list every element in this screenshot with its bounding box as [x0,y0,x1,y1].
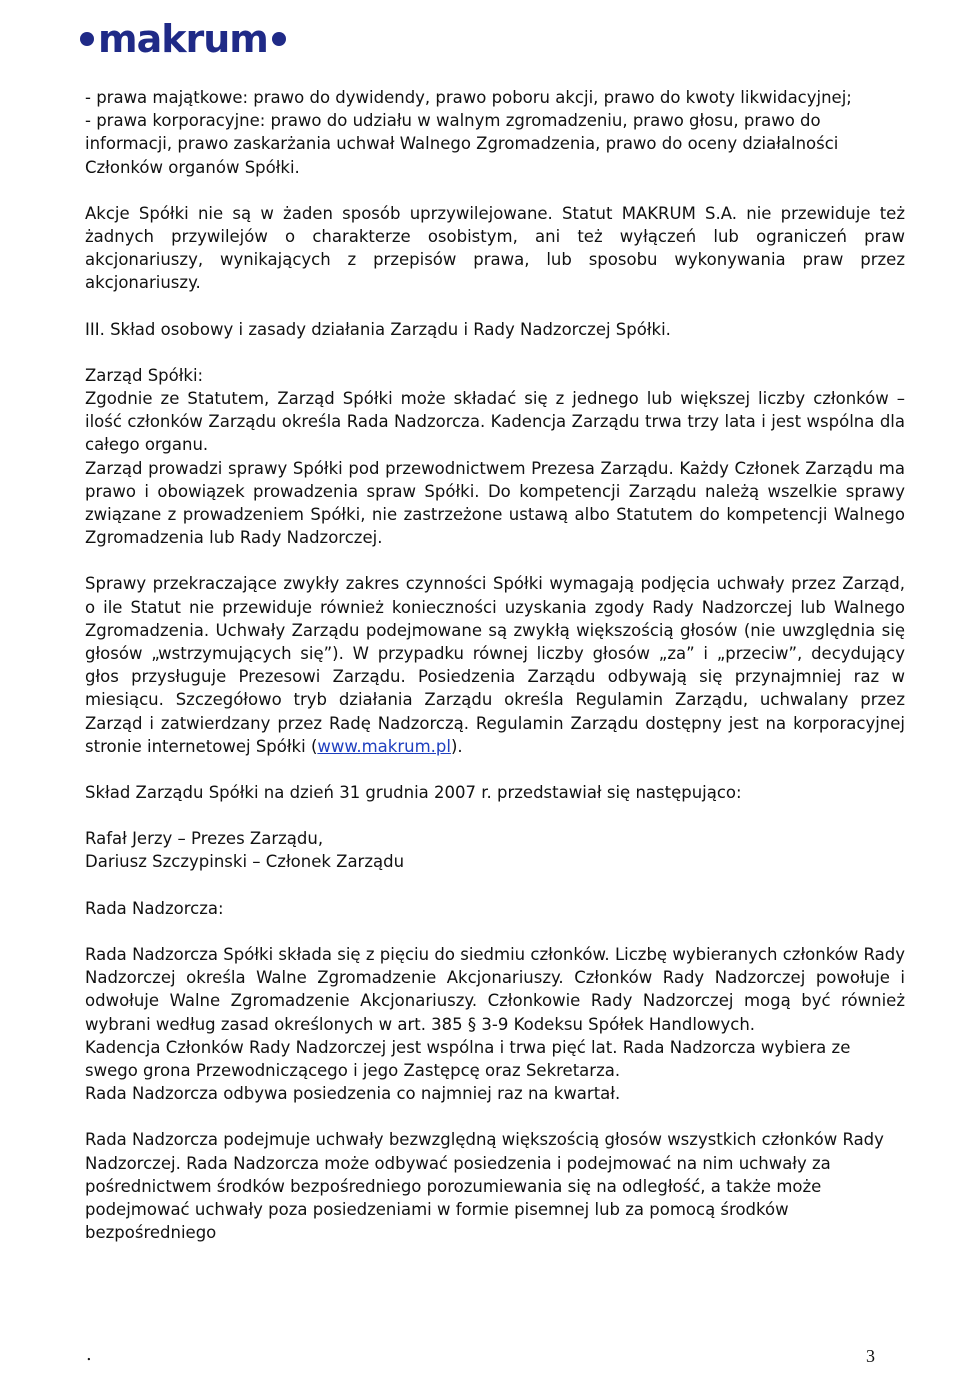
footer-dot: . [86,1344,92,1365]
rights-corporate: - prawa korporacyjne: prawo do udziału w walnym zgromadzeniu, prawo głosu, prawo do informacji, prawo zaskarżania uchwał Walnego Zgromadzenia, prawo do oceny działalności Członków organów Spółki. [85,111,839,177]
board-member-1: Rafał Jerzy – Prezes Zarządu, [85,829,324,849]
company-logo [80,17,286,61]
board-paragraph-3-end: ). [450,736,463,756]
supervisory-heading: Rada Nadzorcza: [85,898,224,918]
supervisory-paragraph-4: Rada Nadzorcza podejmuje uchwały bezwzględną większością głosów wszystkich członków Rady Nadzorczej. Rada Nadzorcza może odbywać posiedzenia i podejmować na nim uchwały za pośrednictwem środków bezpośredniego porozumiewania się na odległość, a także może podejmować uchwały poza posiedzeniami w formie pisemnej lub za pomocą środków bezpośredniego [85,1130,884,1243]
logo-wordmark: makrum [98,17,268,61]
section-heading: III. Skład osobowy i zasady działania Zarządu i Rady Nadzorczej Spółki. [85,319,671,339]
supervisory-paragraph-2: Kadencja Członków Rady Nadzorczej jest wspólna i trwa pięć lat. Rada Nadzorcza wybiera ze swego grona Przewodniczącego i jego Zastępcę oraz Sekretarza. [85,1037,851,1080]
page-number: 3 [866,1346,875,1366]
board-paragraph-3-text: Sprawy przekraczające zwykły zakres czynności Spółki wymagają podjęcia uchwały przez Zarząd, o ile Statut nie przewiduje również konieczności uzyskania zgody Rady Nadzorczej lub Walnego Zgromadzenia. Uchwały Zarządu podejmowane są zwykłą większością głosów (nie uwzględnia się głosów „wstrzymujących się”). W przypadku równej liczby głosów „za” i „przeciw”, decydujący głos przysługuje Prezesowi Zarządu. Posiedzenia Zarządu odbywają się przynajmniej raz w miesiącu. Szczegółowo tryb działania Zarządu określa Regulamin Zarządu, uchwalany przez Zarząd i zatwierdzany przez Radę Nadzorczą. Regulamin Zarządu dostępny jest na korporacyjnej stronie internetowej Spółki ( [85,574,905,756]
board-paragraph-3 [85,572,905,758]
board-paragraph-1: Zgodnie ze Statutem, Zarząd Spółki może składać się z jednego lub większej liczby członków – ilość członków Zarządu określa Rada Nadzorcza. Kadencja Zarządu trwa trzy lata i jest wspólna dla całego organu. [85,389,905,455]
logo-dot-left [80,32,94,46]
board-heading: Zarząd Spółki: [85,365,204,385]
shares-paragraph: Akcje Spółki nie są w żaden sposób uprzywilejowane. Statut MAKRUM S.A. nie przewiduje też żadnych przywilejów o charakterze osobistym, ani też wyłączeń lub ograniczeń praw akcjonariuszy, wynikających z przepisów prawa, lub sposobu wykonywania praw przez akcjonariuszy. [85,203,905,293]
logo-dot-right [272,32,286,46]
composition-intro: Skład Zarządu Spółki na dzień 31 grudnia 2007 r. przedstawiał się następująco: [85,783,742,803]
rights-property: - prawa majątkowe: prawo do dywidendy, prawo poboru akcji, prawo do kwoty likwidacyjnej; [85,88,852,107]
website-link[interactable]: www.makrum.pl [317,736,451,756]
document-body [85,86,905,1244]
board-paragraph-2: Zarząd prowadzi sprawy Spółki pod przewodnictwem Prezesa Zarządu. Każdy Członek Zarządu ma prawo i obowiązek prowadzenia spraw Spółki. Do kompetencji Zarządu należą wszelkie sprawy związane z prowadzeniem Spółki, nie zastrzeżone ustawą albo Statutem do kompetencji Walnego Zgromadzenia lub Rady Nadzorczej. [85,458,905,548]
supervisory-paragraph-3: Rada Nadzorcza odbywa posiedzenia co najmniej raz na kwartał. [85,1084,621,1104]
board-member-2: Dariusz Szczypinski – Członek Zarządu [85,852,405,872]
supervisory-paragraph-1: Rada Nadzorcza Spółki składa się z pięciu do siedmiu członków. Liczbę wybieranych członków Rady Nadzorczej określa Walne Zgromadzenie Akcjonariuszy. Członków Rady Nadzorczej powołuje i odwołuje Walne Zgromadzenie Akcjonariuszy. Członkowie Rady Nadzorczej mogą być również wybrani według zasad określonych w art. 385 § 3-9 Kodeksu Spółek Handlowych. [85,944,905,1034]
